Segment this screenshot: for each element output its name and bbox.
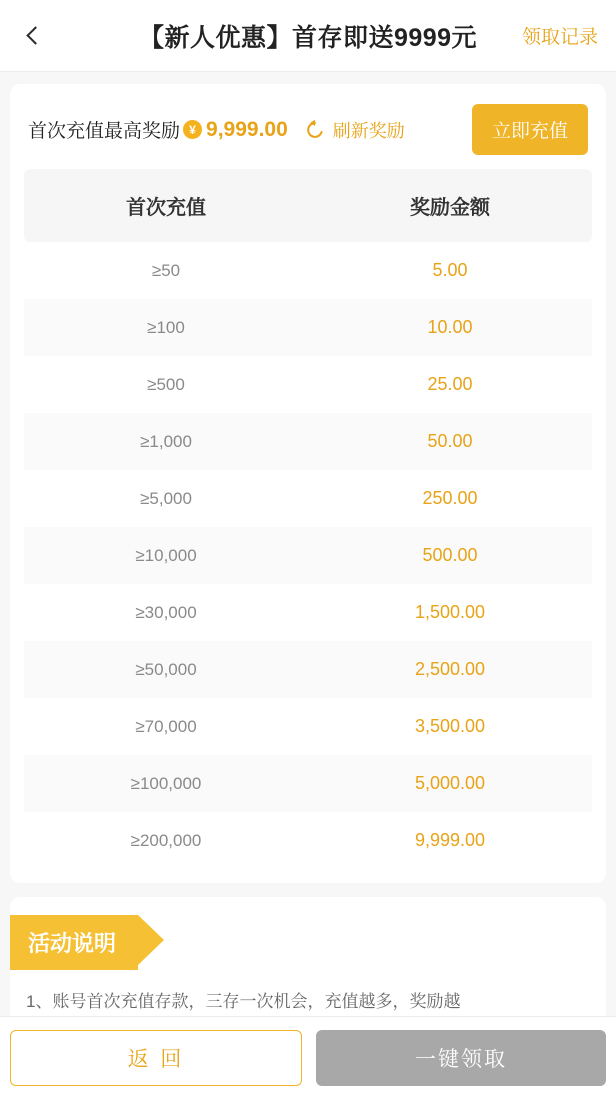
- cell-reward: 250.00: [422, 488, 478, 508]
- back-button[interactable]: [18, 19, 52, 53]
- cell-reward: 500.00: [308, 527, 592, 584]
- cell-reward: 5,000.00: [308, 755, 592, 812]
- cell-reward: 9,999.00: [414, 830, 486, 850]
- cell-reward: 3,500.00: [414, 716, 486, 736]
- table-row: [24, 755, 592, 812]
- reward-table: [24, 169, 592, 869]
- refresh-reward-button[interactable]: [304, 117, 405, 143]
- table-row: [24, 299, 592, 356]
- page-title: 【新人优惠】首存即送9999元: [138, 23, 478, 52]
- cell-deposit: ≥100,000: [24, 755, 308, 812]
- chevron-left-icon: [26, 26, 44, 44]
- cell-reward: 2,500.00: [308, 641, 592, 698]
- bottom-action-bar: [0, 1016, 616, 1098]
- claim-all-button[interactable]: 一键领取: [316, 1030, 606, 1086]
- cell-deposit: ≥100: [24, 299, 308, 356]
- topup-now-button[interactable]: 立即充值: [472, 104, 588, 155]
- table-row: [24, 641, 592, 698]
- cell-reward: 25.00: [427, 374, 473, 394]
- column-header-deposit: 首次充值: [24, 169, 308, 242]
- claim-records-link[interactable]: 领取记录: [521, 27, 598, 48]
- refresh-reward-label: 刷新奖励: [332, 120, 405, 141]
- coin-icon: ¥: [183, 120, 202, 139]
- table-header-row: [24, 169, 592, 242]
- rules-section: [10, 897, 606, 1016]
- cell-deposit: ≥50: [151, 260, 181, 280]
- table-header: [24, 169, 592, 242]
- reward-card: [10, 84, 606, 883]
- table-row: [24, 527, 592, 584]
- table-row: [24, 242, 592, 299]
- table-row: [24, 413, 592, 470]
- cell-deposit: ≥70,000: [135, 716, 197, 736]
- cell-deposit: ≥200,000: [130, 830, 202, 850]
- cell-deposit: ≥10,000: [24, 527, 308, 584]
- app-header: [0, 0, 616, 72]
- cell-deposit: ≥5,000: [140, 488, 192, 508]
- column-header-reward: 奖励金额: [308, 169, 592, 242]
- table-row: [24, 584, 592, 641]
- cell-deposit: ≥500: [147, 374, 185, 394]
- rules-ribbon-title: 活动说明: [10, 915, 138, 970]
- refresh-icon: [304, 119, 326, 141]
- rules-text: 1、账号首次充值存款，三存一次机会，充值越多，奖励越: [26, 992, 461, 1011]
- table-row: [24, 812, 592, 869]
- cell-reward: 1,500.00: [414, 602, 486, 622]
- cell-deposit: ≥50,000: [24, 641, 308, 698]
- cell-reward: 50.00: [308, 413, 592, 470]
- table-body: [24, 242, 592, 869]
- table-row: [24, 698, 592, 755]
- summary-amount: 9,999.00: [206, 117, 288, 141]
- summary-label: 首次充值最高奖励: [28, 121, 181, 142]
- cell-deposit: ≥1,000: [24, 413, 308, 470]
- cell-reward: 10.00: [308, 299, 592, 356]
- back-action-button[interactable]: 返 回: [10, 1030, 302, 1086]
- cell-deposit: ≥30,000: [135, 602, 197, 622]
- table-row: [24, 356, 592, 413]
- table-row: [24, 470, 592, 527]
- summary-row: [24, 100, 592, 169]
- main-content: [0, 72, 616, 1016]
- cell-reward: 5.00: [432, 260, 468, 280]
